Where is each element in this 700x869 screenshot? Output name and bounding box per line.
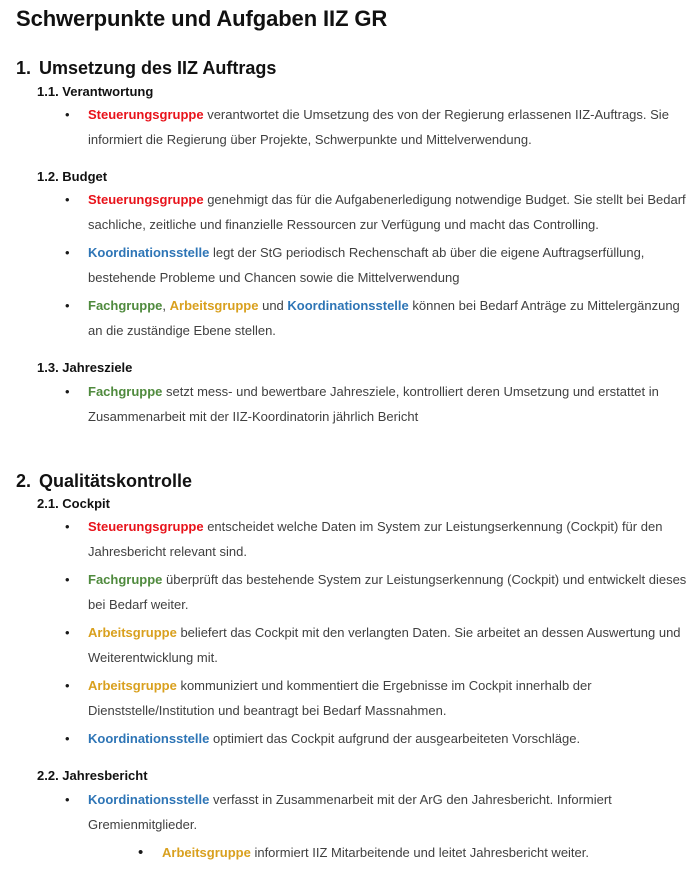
list-item — [10, 102, 690, 152]
section-1 — [10, 58, 690, 428]
bullet-list — [10, 379, 690, 429]
list-item — [10, 379, 690, 429]
subsection-21 — [10, 496, 690, 751]
bullet-list — [10, 514, 690, 751]
role-steuerungsgruppe: Steuerungsgruppe — [88, 519, 204, 535]
role-fachgruppe: Fachgruppe — [88, 298, 163, 314]
section-heading — [16, 471, 690, 493]
subsection-heading: 1.3. Jahresziele — [37, 360, 133, 376]
bullet-list — [10, 187, 690, 343]
subsection-heading: 2.1. Cockpit — [37, 496, 110, 512]
subsection-11 — [10, 84, 690, 152]
subsection-heading: 2.2. Jahresbericht — [37, 768, 148, 784]
section-heading — [16, 58, 690, 80]
list-item — [10, 293, 690, 343]
role-arbeitsgruppe: Arbeitsgruppe — [162, 844, 251, 860]
bullet-list — [10, 787, 690, 865]
body-text: verantwortet die Umsetzung des von der Regierung erlassenen IIZ-Auftrags. Sie informiert die Regierung über Projekte, Schwerpunkte und Mittelverwendung. — [88, 107, 669, 148]
list-item — [10, 187, 690, 237]
subsection-heading: 1.1. Verantwortung — [37, 83, 154, 99]
section-2 — [10, 471, 690, 865]
role-koordinationsstelle: Koordinationsstelle — [88, 245, 210, 261]
document-body — [10, 58, 690, 864]
body-text: überprüft das bestehende System zur Leistungserkennung (Cockpit) und entwickelt dieses bei Bedarf weiter. — [88, 572, 687, 613]
body-text: optimiert das Cockpit aufgrund der ausgearbeiteten Vorschläge. — [209, 731, 581, 747]
list-item — [10, 240, 690, 290]
body-text: , — [162, 298, 170, 314]
list-item — [10, 840, 690, 865]
list-item — [10, 787, 690, 837]
role-steuerungsgruppe: Steuerungsgruppe — [88, 107, 204, 123]
list-item — [10, 726, 690, 751]
section-title: Qualitätskontrolle — [39, 470, 193, 491]
role-koordinationsstelle: Koordinationsstelle — [88, 791, 210, 807]
role-steuerungsgruppe: Steuerungsgruppe — [88, 192, 204, 208]
body-text: und — [258, 298, 288, 314]
body-text: können bei Bedarf Anträge zu Mittelergänzung an die zuständige Ebene stellen. — [88, 298, 680, 339]
role-arbeitsgruppe: Arbeitsgruppe — [88, 678, 177, 694]
role-fachgruppe: Fachgruppe — [88, 383, 163, 399]
subsection-13 — [10, 360, 690, 428]
role-fachgruppe: Fachgruppe — [88, 572, 163, 588]
page-title: Schwerpunkte und Aufgaben IIZ GR — [16, 6, 388, 31]
role-koordinationsstelle: Koordinationsstelle — [88, 731, 210, 747]
list-item — [10, 620, 690, 670]
section-title: Umsetzung des IIZ Auftrags — [39, 58, 277, 79]
subsection-heading: 1.2. Budget — [37, 169, 108, 185]
body-text: informiert IIZ Mitarbeitende und leitet Jahresbericht weiter. — [250, 844, 589, 860]
subsection-22 — [10, 768, 690, 864]
list-item — [10, 514, 690, 564]
section-number: 1. — [16, 58, 32, 79]
body-text: entscheidet welche Daten im System zur Leistungserkennung (Cockpit) für den Jahresbericht relevant sind. — [88, 519, 663, 560]
role-arbeitsgruppe: Arbeitsgruppe — [88, 625, 177, 641]
section-number: 2. — [16, 470, 32, 491]
body-text: kommuniziert und kommentiert die Ergebnisse im Cockpit innerhalb der Dienststelle/Institution und beantragt bei Bedarf Massnahmen. — [88, 678, 592, 719]
bullet-list — [10, 102, 690, 152]
role-koordinationsstelle: Koordinationsstelle — [287, 298, 409, 314]
role-arbeitsgruppe: Arbeitsgruppe — [169, 298, 259, 314]
subsection-12 — [10, 169, 690, 343]
body-text: setzt mess- und bewertbare Jahresziele, kontrolliert deren Umsetzung und erstattet in Zusammenarbeit mit der IIZ-Koordinatorin jährlich Bericht — [88, 383, 659, 424]
list-item — [10, 673, 690, 723]
body-text: legt der StG periodisch Rechenschaft ab über die eigene Auftragserfüllung, bestehende Probleme und Chancen sowie die Mittelverwendung — [88, 245, 645, 286]
body-text: genehmigt das für die Aufgabenerledigung notwendige Budget. Sie stellt bei Bedarf sachliche, zeitliche und finanzielle Ressourcen zur Verfügung und macht das Controlling. — [88, 192, 686, 233]
body-text: beliefert das Cockpit mit den verlangten Daten. Sie arbeitet an dessen Auswertung und Weiterentwicklung mit. — [88, 625, 681, 666]
body-text: verfasst in Zusammenarbeit mit der ArG den Jahresbericht. Informiert Gremienmitglieder. — [88, 791, 612, 832]
list-item — [10, 567, 690, 617]
